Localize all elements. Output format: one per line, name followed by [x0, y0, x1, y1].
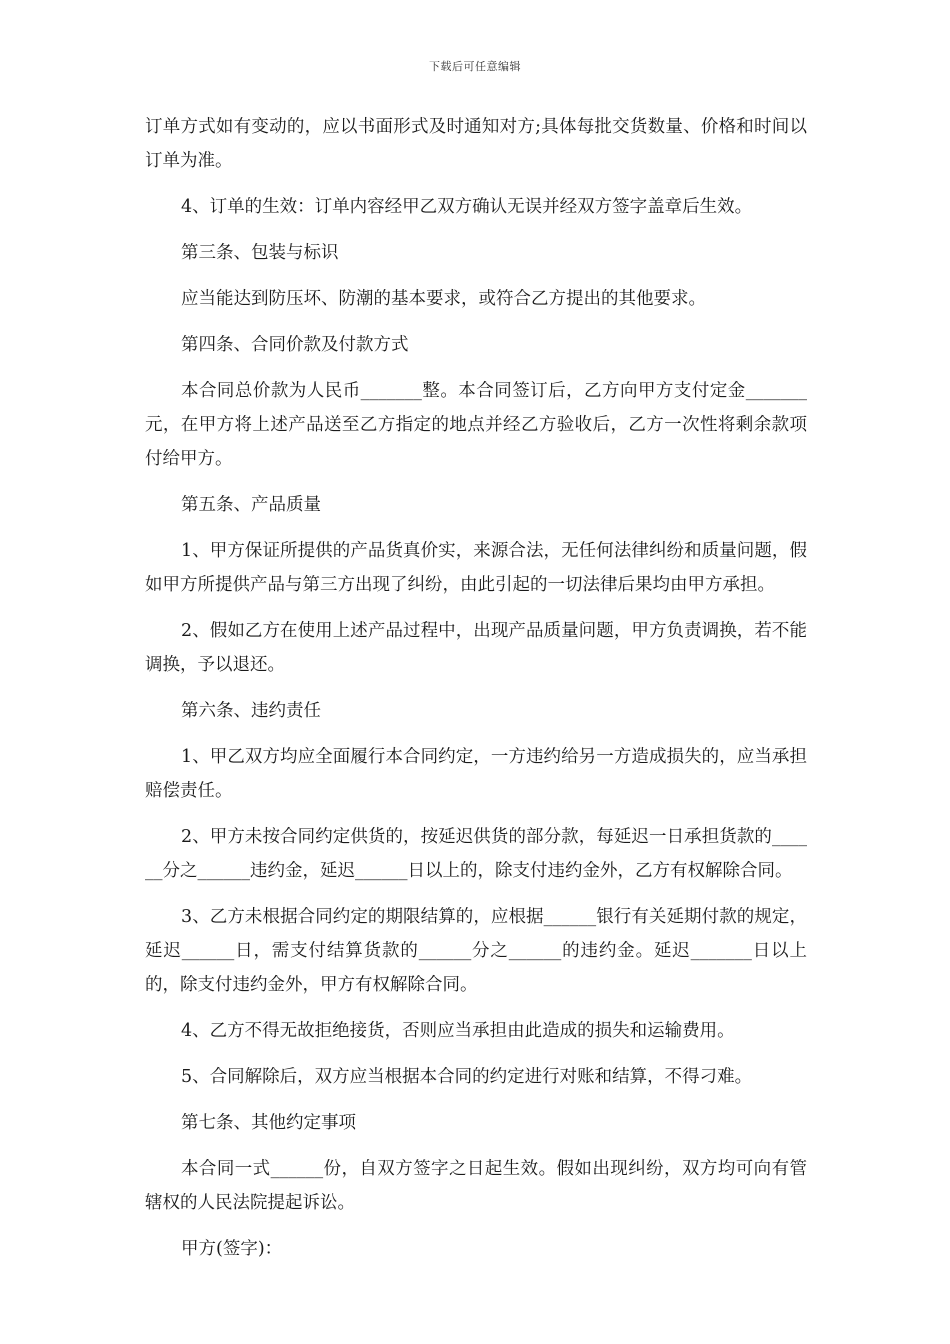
paragraph-order-change: 订单方式如有变动的，应以书面形式及时通知对方;具体每批交货数量、价格和时间以订单为准。 [145, 117, 807, 171]
paragraph-breach-2: 2、甲方未按合同约定供货的，按延迟供货的部分款，每延迟一日承担货款的______分之______违约金，延迟______日以上的，除支付违约金外，乙方有权解除合同。 [145, 827, 807, 881]
heading-article-6: 第六条、违约责任 [181, 701, 321, 721]
heading-article-3: 第三条、包装与标识 [181, 243, 339, 263]
paragraph-other-terms: 本合同一式______份，自双方签字之日起生效。假如出现纠纷，双方均可向有管辖权的人民法院提起诉讼。 [145, 1159, 807, 1213]
paragraph-breach-1: 1、甲乙双方均应全面履行本合同约定，一方违约给另一方造成损失的，应当承担赔偿责任。 [145, 747, 807, 801]
paragraph-price-payment: 本合同总价款为人民币_______整。本合同签订后，乙方向甲方支付定金_______元，在甲方将上述产品送至乙方指定的地点并经乙方验收后，乙方一次性将剩余款项付给甲方。 [145, 381, 807, 469]
document-body [145, 110, 807, 1278]
heading-article-4: 第四条、合同价款及付款方式 [181, 335, 409, 355]
paragraph-breach-4: 4、乙方不得无故拒绝接货，否则应当承担由此造成的损失和运输费用。 [181, 1021, 735, 1041]
heading-article-7: 第七条、其他约定事项 [181, 1113, 356, 1133]
heading-article-5: 第五条、产品质量 [181, 495, 321, 515]
paragraph-quality-1: 1、甲方保证所提供的产品货真价实，来源合法，无任何法律纠纷和质量问题，假如甲方所提供产品与第三方出现了纠纷，由此引起的一切法律后果均由甲方承担。 [145, 541, 807, 595]
paragraph-order-effective: 4、订单的生效：订单内容经甲乙双方确认无误并经双方签字盖章后生效。 [181, 197, 753, 217]
page-header: 下载后可任意编辑 [429, 60, 521, 73]
signature-party-a: 甲方(签字)： [181, 1239, 283, 1259]
paragraph-breach-5: 5、合同解除后，双方应当根据本合同的约定进行对账和结算，不得刁难。 [181, 1067, 753, 1087]
paragraph-breach-3: 3、乙方未根据合同约定的期限结算的，应根据______银行有关延期付款的规定，延迟______日，需支付结算货款的______分之______的违约金。延迟_______日以上的，除支付违约金外，甲方有权解除合同。 [145, 907, 807, 995]
paragraph-packaging: 应当能达到防压坏、防潮的基本要求，或符合乙方提出的其他要求。 [181, 289, 706, 309]
paragraph-quality-2: 2、假如乙方在使用上述产品过程中，出现产品质量问题，甲方负责调换，若不能调换，予以退还。 [145, 621, 807, 675]
